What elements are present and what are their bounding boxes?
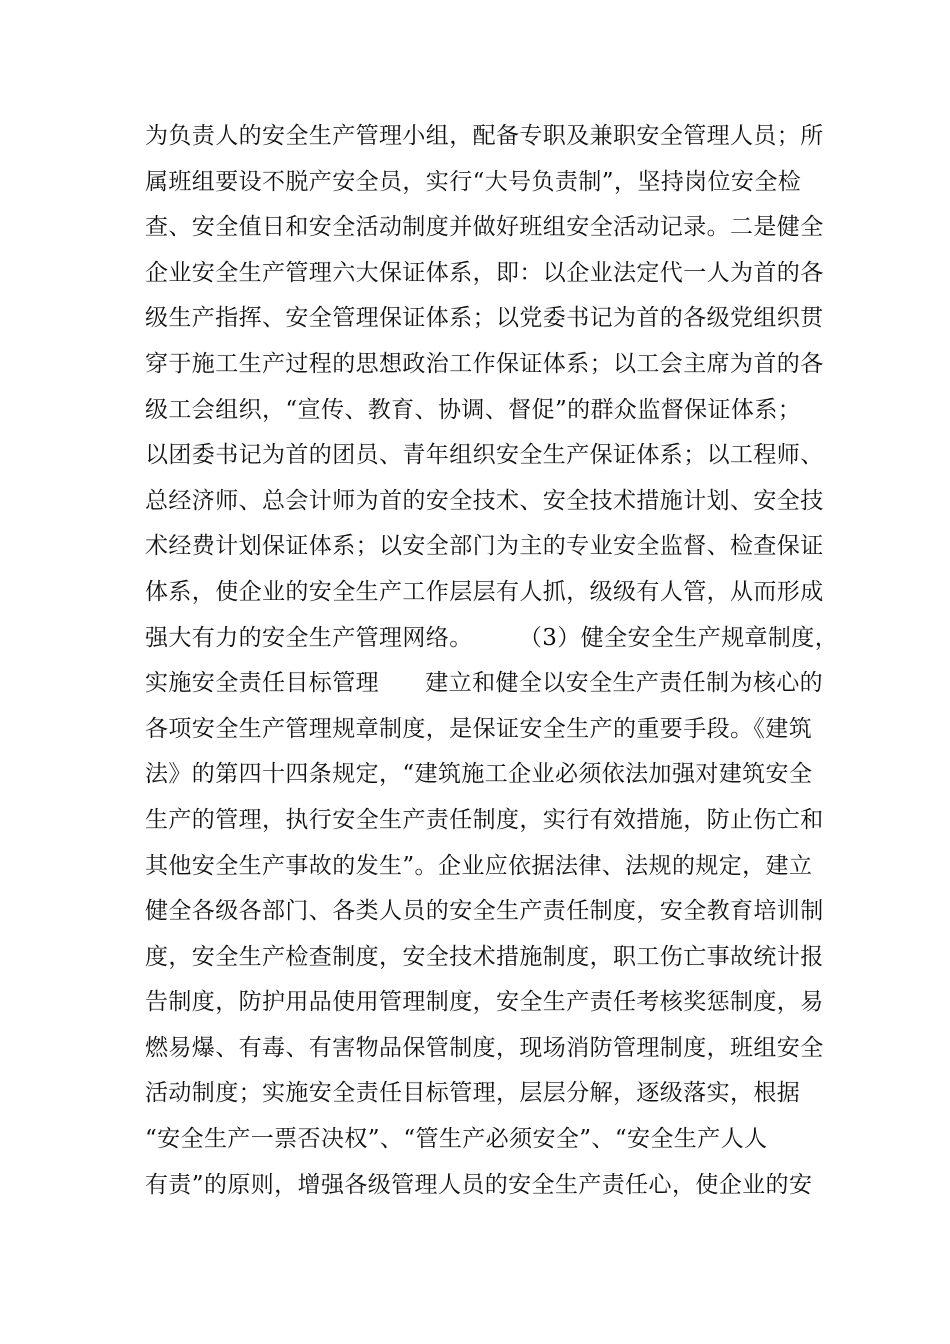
text-line: 穿于施工生产过程的思想政治工作保证体系；以工会主席为首的各 xyxy=(145,350,824,377)
text-line: 体系，使企业的安全生产工作层层有人抓，级级有人管，从而形成 xyxy=(145,578,824,605)
text-line: 总经济师、总会计师为首的安全技术、安全技术措施计划、安全技 xyxy=(145,487,824,514)
body-text xyxy=(145,114,839,1208)
text-line: 各项安全生产管理规章制度，是保证安全生产的重要手段。《建筑 xyxy=(145,715,813,742)
text-line: “安全生产一票否决权”、“管生产必须安全”、“安全生产人人 xyxy=(145,1126,768,1153)
text-line: 度，安全生产检查制度，安全技术措施制度，职工伤亡事故统计报 xyxy=(145,943,824,970)
text-line: 有责”的原则，增强各级管理人员的安全生产责任心，使企业的安 xyxy=(145,1171,813,1198)
text-line: 生产的管理，执行安全生产责任制度，实行有效措施，防止伤亡和 xyxy=(145,806,824,833)
text-line: 强大有力的安全生产管理网络。 （3）健全安全生产规章制度， xyxy=(145,624,839,651)
text-line: 企业安全生产管理六大保证体系，即：以企业法定代一人为首的各 xyxy=(145,259,824,286)
text-line: 燃易爆、有毒、有害物品保管制度，现场消防管理制度，班组安全 xyxy=(145,1034,824,1061)
text-line: 级生产指挥、安全管理保证体系；以党委书记为首的各级党组织贯 xyxy=(145,305,824,332)
text-line: 以团委书记为首的团员、青年组织安全生产保证体系；以工程师、 xyxy=(145,442,824,469)
text-line: 实施安全责任目标管理 建立和健全以安全生产责任制为核心的 xyxy=(145,670,824,697)
text-line: 为负责人的安全生产管理小组，配备专职及兼职安全管理人员；所 xyxy=(145,123,824,149)
text-line: 活动制度；实施安全责任目标管理，层层分解，逐级落实，根据 xyxy=(145,1080,801,1107)
text-line: 其他安全生产事故的发生”。企业应依据法律、法规的规定，建立 xyxy=(145,852,813,879)
text-line: 告制度，防护用品使用管理制度，安全生产责任考核奖惩制度，易 xyxy=(145,989,824,1016)
text-line: 级工会组织，“宣传、教育、协调、督促”的群众监督保证体系； xyxy=(145,396,802,423)
text-line: 法》的第四十四条规定，“建筑施工企业必须依法加强对建筑安全 xyxy=(145,761,813,788)
text-line: 属班组要设不脱产安全员，实行“大号负责制”，坚持岗位安全检 xyxy=(145,168,802,195)
text-line: 查、安全值日和安全活动制度并做好班组安全活动记录。二是健全 xyxy=(145,214,824,241)
text-line: 健全各级各部门、各类人员的安全生产责任制度，安全教育培训制 xyxy=(145,898,824,925)
text-line: 术经费计划保证体系；以安全部门为主的专业安全监督、检查保证 xyxy=(145,533,824,560)
